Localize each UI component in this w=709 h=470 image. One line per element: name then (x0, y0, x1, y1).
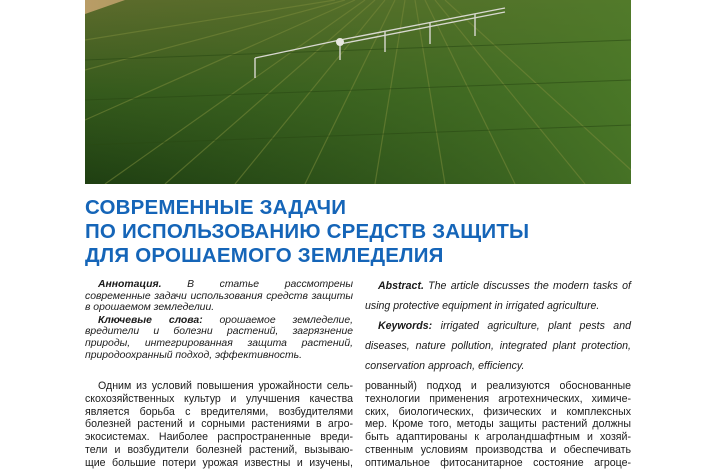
keywords-ru-paragraph (85, 315, 353, 361)
body-left-line: скохозяйственных культур и улучшения качества (85, 392, 353, 405)
title-line-3: ДЛЯ ОРОШАЕМОГО ЗЕМЛЕДЕЛИЯ (85, 244, 444, 267)
keywords-en-text: irrigated agriculture, plant pests and diseases, nature pollution, integrated plant protection, conservation approach, efficiency. (365, 320, 631, 372)
body-right-line: технологии применения агротехнических, химиче- (365, 392, 631, 405)
abstract-en (365, 276, 631, 376)
body-right-line: оптимальное фитосанитарное состояние агроце- (365, 456, 631, 469)
title-line-2: ПО ИСПОЛЬЗОВАНИЮ СРЕДСТВ ЗАЩИТЫ (85, 220, 530, 243)
abstract-en-paragraph (365, 276, 631, 316)
keywords-en-label: Keywords: (378, 320, 433, 332)
title-line-1: СОВРЕМЕННЫЕ ЗАДАЧИ (85, 196, 347, 219)
body-left-line: является борьба с вредителями, возбудителями (85, 405, 353, 418)
irrigation-field-photo (85, 0, 631, 184)
body-right-line: рованный) подход и реализуются обоснованные (365, 380, 631, 392)
body-left-line: экосистемах. Наиболее распространенные вреди- (85, 431, 353, 444)
body-column-left (85, 380, 353, 470)
body-right-line: ских, биологических, физических и комплексных (365, 405, 631, 418)
body-left-line: тели и возбудители болезней растений, вызываю- (85, 443, 353, 456)
body-right-line: мер. Кроме того, методы защиты растений должны (365, 418, 631, 431)
keywords-ru-label: Ключевые слова: (98, 314, 203, 326)
body-right-line: быть адаптированы к агроландшафтным и хозяй- (365, 431, 631, 444)
body-left-line: Одним из условий повышения урожайности сель- (98, 380, 353, 392)
keywords-en-paragraph (365, 316, 631, 376)
body-left-line: щие большие потери урожая известны и изучены, (85, 456, 353, 469)
article-title (85, 196, 645, 268)
abstract-en-text: The article discusses the modern tasks of using protective equipment in irrigated agriculture. (365, 280, 631, 312)
body-left-line: болезней растений и сорными растениями в агро- (85, 418, 353, 431)
abstract-ru-label: Аннотация. (98, 279, 162, 290)
abstract-ru-text: В статье рассмотрены современные задачи использования средств защиты в орошаемом земледелии. (85, 279, 353, 314)
body-column-right (365, 380, 631, 470)
keywords-ru-text: орошаемое земледелие, вредители и болезни растений, загрязнение природы, интегрированная защита растений, природоохранный подход, эффективность. (85, 314, 353, 361)
abstract-en-label: Abstract. (378, 280, 424, 292)
abstract-ru (85, 279, 353, 361)
body-right-line: ственным условиям производства и обеспечивать (365, 443, 631, 456)
abstract-ru-paragraph (85, 279, 353, 314)
